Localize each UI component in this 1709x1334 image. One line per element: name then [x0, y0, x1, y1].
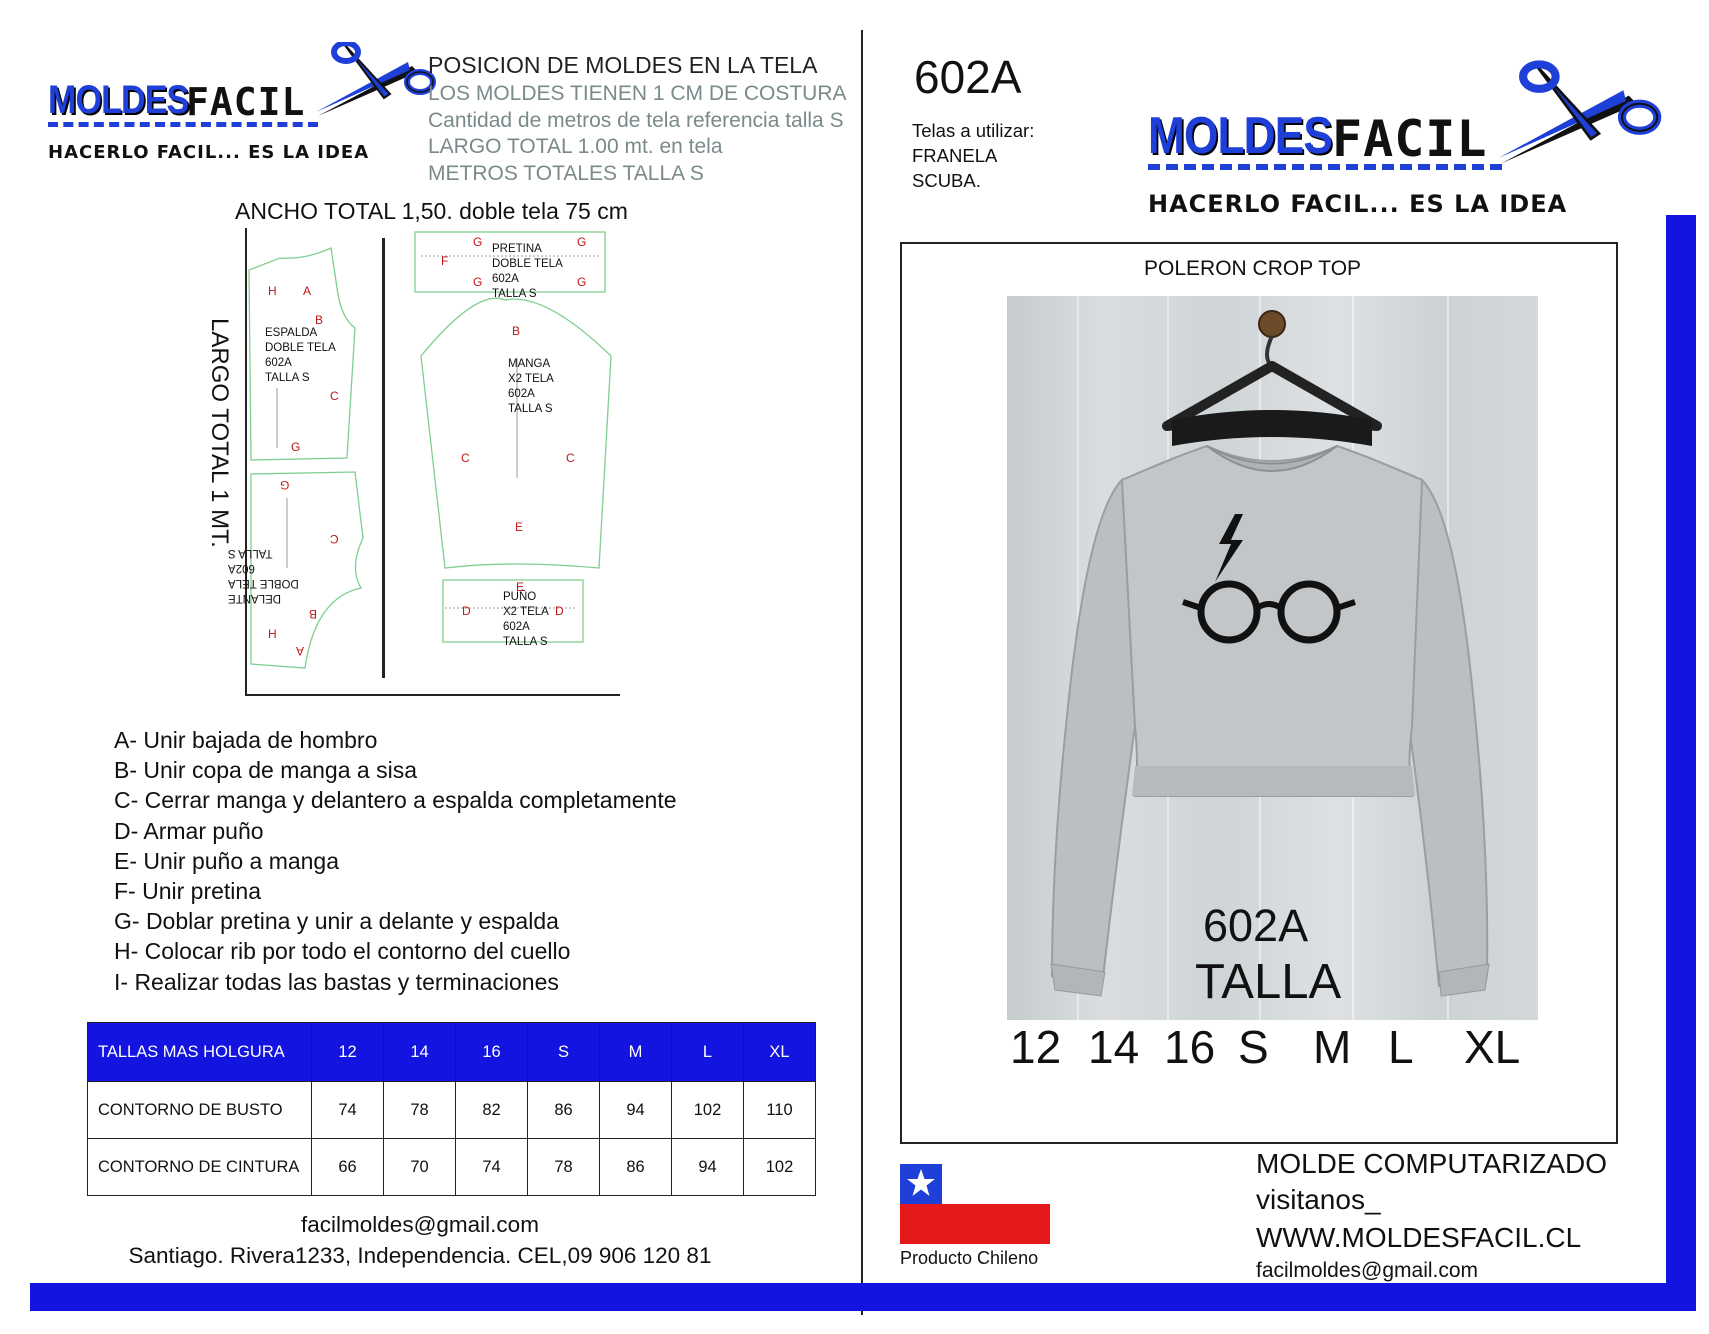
marker-letter: G — [280, 478, 290, 492]
instruction-step: I- Realizar todas las bastas y terminaciones — [114, 968, 559, 995]
table-cell: CONTORNO DE BUSTO — [88, 1082, 312, 1139]
marker-letter: G — [291, 440, 301, 454]
product-code: 602A — [914, 51, 1022, 103]
scissors-icon — [314, 42, 438, 126]
table-cell: 82 — [456, 1082, 528, 1139]
flag-red-stripe — [900, 1204, 1050, 1244]
contact-address: Santiago. Rivera1233, Independencia. CEL,09 906 120 81 — [128, 1243, 712, 1268]
fabric-reference-note: Cantidad de metros de tela referencia talla S — [428, 109, 844, 132]
instruction-step: A- Unir bajada de hombro — [114, 727, 378, 753]
page-divider — [861, 30, 863, 1315]
instruction-step: H- Colocar rib por todo el contorno del cuello — [114, 938, 571, 965]
size-label: M — [1313, 1021, 1352, 1073]
logo-tagline: HACERLO FACIL... ES LA IDEA — [48, 142, 370, 163]
left-logo — [46, 42, 436, 172]
contact-email[interactable]: facilmoldes@gmail.com — [301, 1212, 539, 1237]
size-table-header-cell: 12 — [312, 1023, 384, 1082]
instruction-step: D- Armar puño — [114, 817, 264, 844]
footer-website-link[interactable]: WWW.MOLDESFACIL.CL — [1256, 1222, 1582, 1253]
size-label: 16 — [1164, 1021, 1216, 1073]
marker-letter: G — [473, 275, 483, 289]
marker-letter: B — [309, 607, 318, 621]
product-photo — [1007, 296, 1538, 1020]
photo-product-code: 602A — [1203, 900, 1309, 951]
instruction-step: C- Cerrar manga y delantero a espalda completamente — [114, 787, 677, 814]
piece-espalda — [265, 326, 336, 386]
table-row — [88, 1082, 816, 1139]
piece-pretina-line: DOBLE TELA — [492, 258, 563, 270]
logo-word-moldes: MOLDES — [1148, 107, 1332, 165]
marker-letter: B — [315, 313, 324, 327]
piece-puno-line: TALLA S — [503, 636, 548, 648]
logo-word-facil: FACIL — [186, 80, 306, 124]
fabric-length-label: LARGO TOTAL 1 MT. — [206, 318, 233, 548]
layout-title: POSICION DE MOLDES EN LA TELA — [428, 52, 818, 78]
table-cell: 94 — [600, 1082, 672, 1139]
marker-letter: C — [461, 451, 470, 465]
piece-manga-line: X2 TELA — [508, 373, 554, 385]
size-table-header-cell: M — [600, 1023, 672, 1082]
fabrics-label: Telas a utilizar: — [912, 120, 1035, 141]
piece-puno — [503, 590, 549, 650]
table-cell: 110 — [744, 1082, 816, 1139]
table-cell: CONTORNO DE CINTURA — [88, 1139, 312, 1196]
table-cell: 102 — [744, 1139, 816, 1196]
seam-allowance-note: LOS MOLDES TIENEN 1 CM DE COSTURA — [428, 82, 847, 105]
fabric-item: FRANELA — [912, 145, 998, 166]
piece-manga-line: MANGA — [508, 358, 551, 370]
marker-letter: H — [268, 627, 277, 641]
table-cell: 86 — [600, 1139, 672, 1196]
logo-word-moldes: MOLDES — [48, 78, 189, 122]
right-logo — [1146, 60, 1666, 230]
piece-pretina-line: PRETINA — [492, 243, 542, 255]
star-icon — [906, 1168, 936, 1198]
table-cell: 74 — [312, 1082, 384, 1139]
fabric-width-label: ANCHO TOTAL 1,50. doble tela 75 cm — [235, 198, 628, 224]
size-label: L — [1388, 1021, 1414, 1073]
flag-white-stripe — [942, 1164, 1050, 1204]
table-row — [88, 1139, 816, 1196]
instruction-step: B- Unir copa de manga a sisa — [114, 757, 417, 784]
total-length-note: LARGO TOTAL 1.00 mt. en tela — [428, 135, 723, 158]
size-table-header-cell: XL — [744, 1023, 816, 1082]
piece-espalda-line: 602A — [265, 357, 292, 369]
piece-espalda-line: DOBLE TELA — [265, 342, 336, 354]
product-name: POLERON CROP TOP — [1144, 257, 1362, 280]
available-sizes — [0, 1020, 1709, 1080]
instruction-step: F- Unir pretina — [114, 878, 261, 905]
size-label: 12 — [1010, 1021, 1062, 1073]
table-cell: 66 — [312, 1139, 384, 1196]
piece-manga-line: TALLA S — [508, 403, 553, 415]
piece-manga-line: 602A — [508, 388, 535, 400]
size-label: 14 — [1088, 1021, 1140, 1073]
piece-pretina — [492, 242, 563, 302]
pattern-pieces-outline — [245, 228, 620, 694]
assembly-instructions — [114, 725, 677, 997]
chile-flag — [900, 1164, 1050, 1244]
right-brand-bar — [1666, 215, 1696, 1311]
piece-delantero-line: DELANTE — [228, 592, 282, 604]
bottom-brand-bar — [30, 1283, 1695, 1311]
size-table-header-cell: 16 — [456, 1023, 528, 1082]
table-cell: 70 — [384, 1139, 456, 1196]
marker-letter: B — [512, 324, 521, 338]
table-cell: 78 — [384, 1082, 456, 1139]
logo-underline — [48, 122, 318, 127]
footer-visitanos: visitanos_ — [1256, 1184, 1381, 1215]
total-meters-note: METROS TOTALES TALLA S — [428, 162, 704, 185]
scissors-icon — [1496, 60, 1664, 180]
table-cell: 94 — [672, 1139, 744, 1196]
size-label: XL — [1464, 1021, 1521, 1073]
marker-letter: A — [303, 284, 312, 298]
table-cell: 86 — [528, 1082, 600, 1139]
piece-puno-line: 602A — [503, 621, 530, 633]
piece-delantero-line: TALLA S — [228, 547, 273, 559]
piece-manga — [508, 357, 554, 417]
marker-letter: D — [555, 604, 564, 618]
marker-letter: H — [268, 284, 277, 298]
table-cell: 78 — [528, 1139, 600, 1196]
piece-espalda-line: ESPALDA — [265, 327, 318, 339]
piece-puno-line: PUÑO — [503, 591, 537, 603]
piece-delantero-line: 602A — [228, 562, 255, 574]
marker-letter: G — [577, 235, 587, 249]
piece-puno-line: X2 TELA — [503, 606, 549, 618]
photo-talla-label: TALLA — [1195, 955, 1342, 1009]
size-table-header-cell: 14 — [384, 1023, 456, 1082]
marker-letter: E — [515, 520, 524, 534]
footer-email-link[interactable]: facilmoldes@gmail.com — [1256, 1259, 1479, 1282]
logo-underline — [1148, 164, 1502, 170]
piece-pretina-line: 602A — [492, 273, 519, 285]
piece-delantero — [228, 545, 299, 605]
marker-letter: G — [473, 235, 483, 249]
marker-letter: D — [462, 604, 471, 618]
size-table-header-cell: S — [528, 1023, 600, 1082]
logo-tagline: HACERLO FACIL... ES LA IDEA — [1148, 190, 1568, 218]
size-label: S — [1238, 1021, 1269, 1073]
flag-caption: Producto Chileno — [900, 1248, 1039, 1268]
fabric-layout-bottom — [245, 694, 620, 696]
piece-espalda-line: TALLA S — [265, 372, 310, 384]
marker-letter: E — [516, 580, 525, 594]
instruction-step: G- Doblar pretina y unir a delante y espalda — [114, 908, 559, 935]
marker-letter: G — [577, 275, 587, 289]
marker-letter: A — [296, 644, 305, 658]
table-cell: 74 — [456, 1139, 528, 1196]
size-table-header-cell: TALLAS MAS HOLGURA — [88, 1023, 312, 1082]
marker-letter: C — [566, 451, 575, 465]
piece-delantero-line: DOBLE TELA — [228, 577, 299, 589]
marker-letter: C — [330, 532, 339, 546]
table-cell: 102 — [672, 1082, 744, 1139]
fabric-item: SCUBA. — [912, 170, 981, 191]
marker-letter: F — [441, 254, 449, 268]
marker-letter: C — [330, 389, 339, 403]
logo-word-facil: FACIL — [1332, 110, 1488, 168]
piece-pretina-line: TALLA S — [492, 288, 537, 300]
footer-molde-computarizado: MOLDE COMPUTARIZADO — [1256, 1148, 1608, 1179]
instruction-step: E- Unir puño a manga — [114, 847, 340, 874]
size-table-header-cell: L — [672, 1023, 744, 1082]
